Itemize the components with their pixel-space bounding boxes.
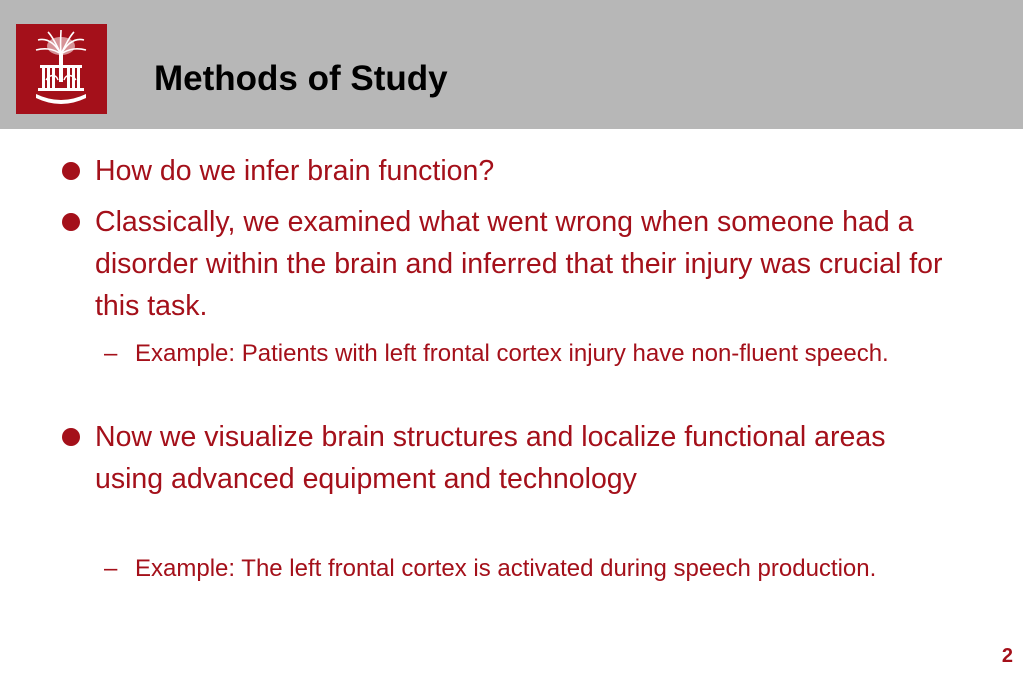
bullet-text: Now we visualize brain structures and localize functional areas using advanced equipment and technology [95,421,886,495]
sub-bullet-dash: – [104,340,118,367]
university-logo [16,24,107,114]
university-palmetto-seal-icon [16,24,107,114]
bullet-dot-icon [62,428,80,446]
sub-bullet-dash: – [104,555,118,582]
page-number: 2 [1001,645,1013,667]
slide-title: Methods of Study [154,59,448,98]
sub-bullet-text: Example: The left frontal cortex is activated during speech production. [135,555,877,582]
bullet-text: How do we infer brain function? [95,155,495,187]
bullet-dot-icon [62,213,80,231]
bullet-dot-icon [62,162,80,180]
bullet-text: Classically, we examined what went wrong when someone had a disorder within the brain and inferred that their injury was crucial for this task. [95,206,943,322]
sub-bullet-text: Example: Patients with left frontal cortex injury have non-fluent speech. [135,340,889,367]
header-band [0,0,1023,129]
